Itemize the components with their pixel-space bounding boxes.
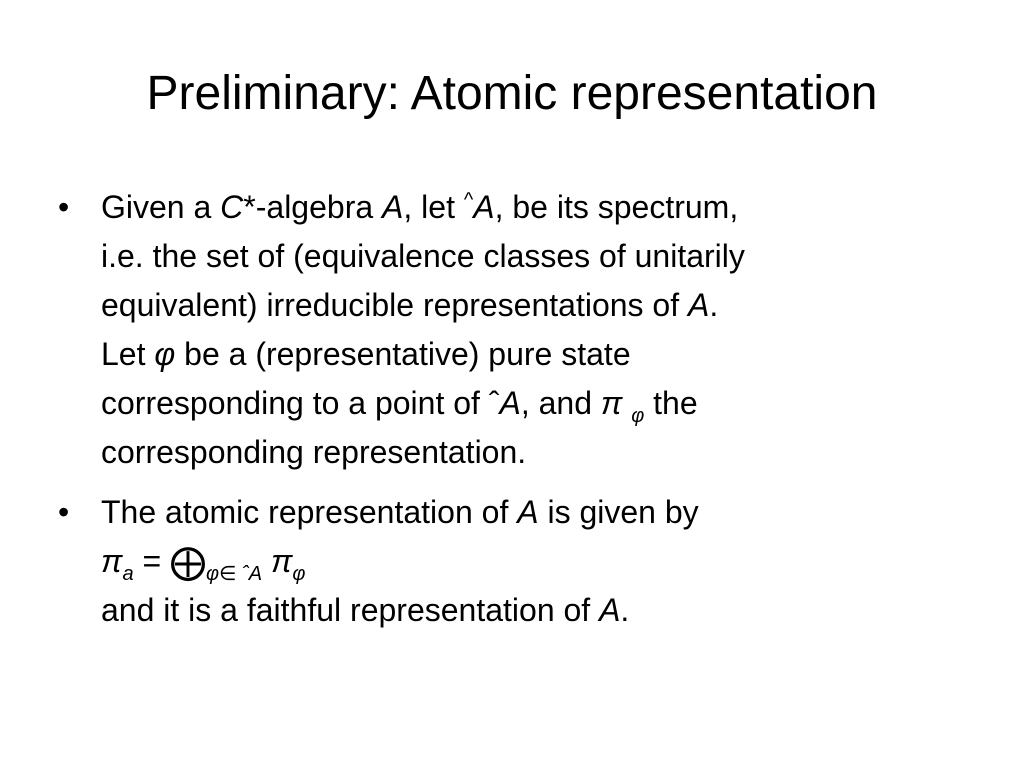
direct-sum-symbol: ⨁ xyxy=(170,541,207,582)
text-line xyxy=(101,232,978,281)
text-run: corresponding to a point of xyxy=(101,385,489,421)
text-run: . xyxy=(620,592,630,628)
text-line xyxy=(101,330,978,379)
text-line xyxy=(101,379,978,428)
math-subscript: φ xyxy=(292,563,306,585)
bullet-item-spectrum xyxy=(58,183,978,477)
text-run: The atomic representation of xyxy=(101,494,518,530)
math-symbol: π xyxy=(262,543,293,579)
text-line xyxy=(101,586,978,635)
text-run: and it is a faithful representation of xyxy=(101,592,600,628)
math-subscript: A xyxy=(248,563,263,585)
text-run: corresponding representation. xyxy=(101,434,527,470)
text-line xyxy=(101,488,978,537)
text-run: is given by xyxy=(538,494,699,530)
math-subscript: a xyxy=(122,563,134,585)
math-symbol: A xyxy=(688,287,710,323)
hat-accent: ^ xyxy=(463,189,474,211)
slide-title: Preliminary: Atomic representation xyxy=(146,67,878,120)
bullet-list xyxy=(58,183,978,646)
bullet-item-atomic xyxy=(58,488,978,635)
text-run: = xyxy=(133,543,171,579)
math-symbol: A xyxy=(599,592,621,628)
text-run: equivalent) irreducible representations of xyxy=(101,287,688,323)
text-run: *-algebra xyxy=(243,189,383,225)
text-run: the xyxy=(644,385,698,421)
math-symbol: φ xyxy=(154,336,176,372)
text-run xyxy=(622,385,631,421)
math-symbol: π xyxy=(101,543,123,579)
math-symbol: A xyxy=(473,189,495,225)
math-symbol: π xyxy=(600,385,623,421)
math-subscript: φ xyxy=(631,405,645,427)
math-symbol: A xyxy=(499,385,521,421)
hat-accent: ˆ xyxy=(488,385,500,421)
text-run: , let xyxy=(403,189,464,225)
text-run: Let xyxy=(101,336,155,372)
text-run: , and xyxy=(520,385,601,421)
text-run: be a (representative) pure state xyxy=(175,336,631,372)
text-run: Given a xyxy=(101,189,221,225)
text-line xyxy=(101,428,978,477)
text-line xyxy=(101,183,978,232)
text-run: , be its spectrum, xyxy=(494,189,739,225)
text-run: i.e. the set of (equivalence classes of unitarily xyxy=(101,238,745,274)
text-line xyxy=(101,281,978,330)
text-run: . xyxy=(709,287,719,323)
math-subscript: φ∈ ˆ xyxy=(206,563,249,585)
formula-line xyxy=(101,537,978,586)
math-symbol: C xyxy=(220,189,244,225)
math-symbol: A xyxy=(517,494,539,530)
math-symbol: A xyxy=(382,189,404,225)
bullet-marker: • xyxy=(58,189,70,225)
bullet-marker: • xyxy=(58,494,70,530)
